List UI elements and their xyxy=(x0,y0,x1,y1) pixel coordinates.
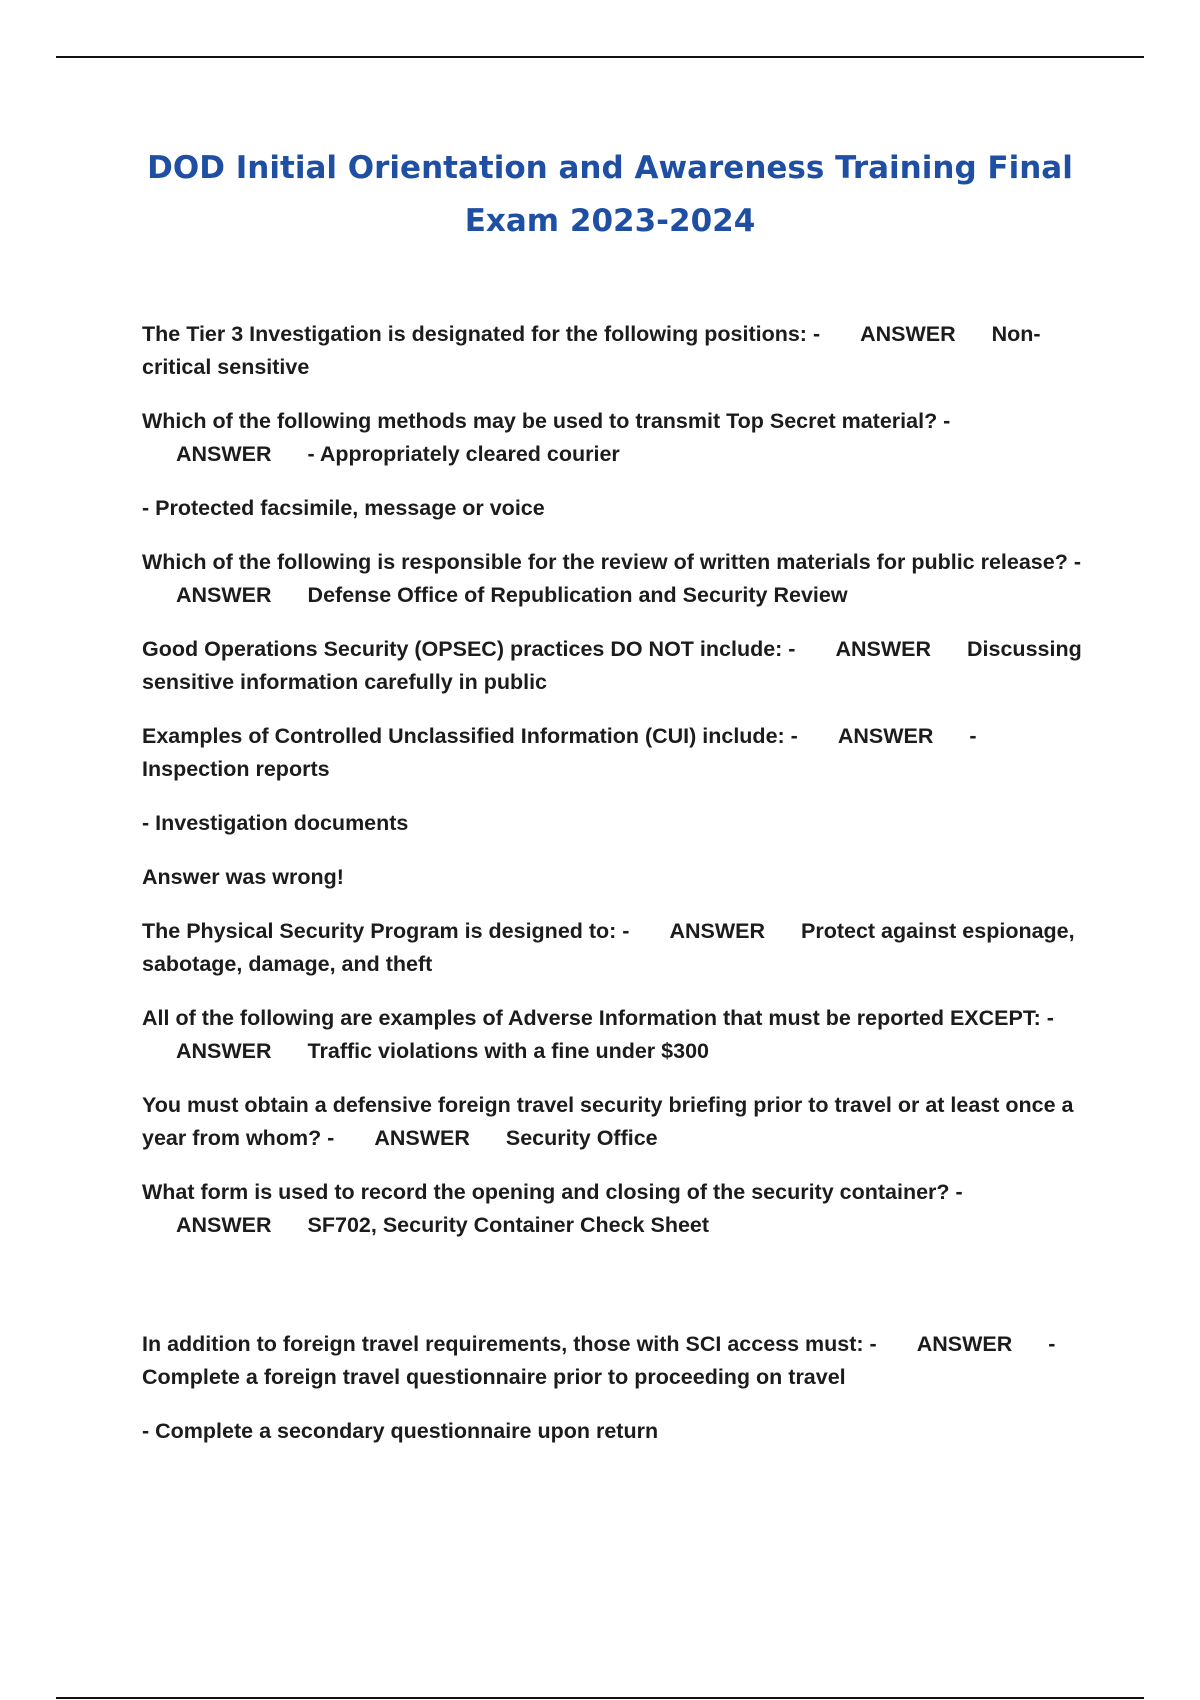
question-text: You must obtain a defensive foreign travel security briefing prior to travel or at least once a year from whom? - xyxy=(142,1093,1074,1150)
answer-text: - Inspection reports xyxy=(142,724,977,781)
answer-label: ANSWER xyxy=(176,1039,272,1063)
qa-item xyxy=(142,633,1082,699)
answer-label: ANSWER xyxy=(176,442,272,466)
qa-item xyxy=(142,1176,1082,1242)
question-text: In addition to foreign travel requirements, those with SCI access must: - xyxy=(142,1332,877,1356)
answer-text: Defense Office of Republication and Security Review xyxy=(307,583,848,607)
question-text: The Physical Security Program is designed to: - xyxy=(142,919,630,943)
answer-label: ANSWER xyxy=(837,724,934,748)
answer-text: SF702, Security Container Check Sheet xyxy=(307,1213,710,1237)
answer-text: - Complete a foreign travel questionnaire prior to proceeding on travel xyxy=(142,1332,1056,1389)
answer-text: Discussing sensitive information carefully in public xyxy=(142,637,1082,694)
qa-item xyxy=(142,1328,1082,1394)
answer-label: ANSWER xyxy=(374,1126,470,1150)
answer-label: ANSWER xyxy=(176,583,272,607)
answer-note: Answer was wrong! xyxy=(142,865,344,889)
qa-item xyxy=(142,915,1082,981)
question-text: The Tier 3 Investigation is designated for the following positions: - xyxy=(142,322,821,346)
answer-continuation: - Protected facsimile, message or voice xyxy=(142,496,545,520)
answer-label: ANSWER xyxy=(916,1332,1013,1356)
qa-item xyxy=(142,720,1082,786)
answer-text: - Appropriately cleared courier xyxy=(307,442,620,466)
answer-text: Security Office xyxy=(505,1126,658,1150)
question-text: Which of the following methods may be used to transmit Top Secret material? - xyxy=(142,409,951,433)
answer-text: Non-critical sensitive xyxy=(142,322,1041,379)
qa-item xyxy=(142,318,1082,384)
answer-text: Protect against espionage, sabotage, damage, and theft xyxy=(142,919,1075,976)
answer-label: ANSWER xyxy=(669,919,766,943)
qa-item xyxy=(142,1002,1082,1068)
question-text: All of the following are examples of Adverse Information that must be reported EXCEPT: - xyxy=(142,1006,1054,1030)
answer-continuation: - Investigation documents xyxy=(142,811,409,835)
question-text: Good Operations Security (OPSEC) practices DO NOT include: - xyxy=(142,637,796,661)
answer-label: ANSWER xyxy=(860,322,956,346)
answer-continuation: - Complete a secondary questionnaire upon return xyxy=(142,1419,659,1443)
question-text: Examples of Controlled Unclassified Information (CUI) include: - xyxy=(142,724,798,748)
answer-label: ANSWER xyxy=(835,637,932,661)
document-title: DOD Initial Orientation and Awareness Training Final Exam 2023-2024 xyxy=(147,150,1073,239)
document-body xyxy=(142,318,1082,1469)
answer-label: ANSWER xyxy=(176,1213,272,1237)
answer-text: Traffic violations with a fine under $300 xyxy=(307,1039,709,1063)
qa-item xyxy=(142,546,1082,612)
qa-item xyxy=(142,1089,1082,1155)
top-rule xyxy=(56,56,1144,58)
qa-item xyxy=(142,405,1082,471)
question-text: Which of the following is responsible for the review of written materials for public release? - xyxy=(142,550,1081,574)
question-text: What form is used to record the opening and closing of the security container? - xyxy=(142,1180,963,1204)
bottom-rule xyxy=(56,1697,1144,1699)
